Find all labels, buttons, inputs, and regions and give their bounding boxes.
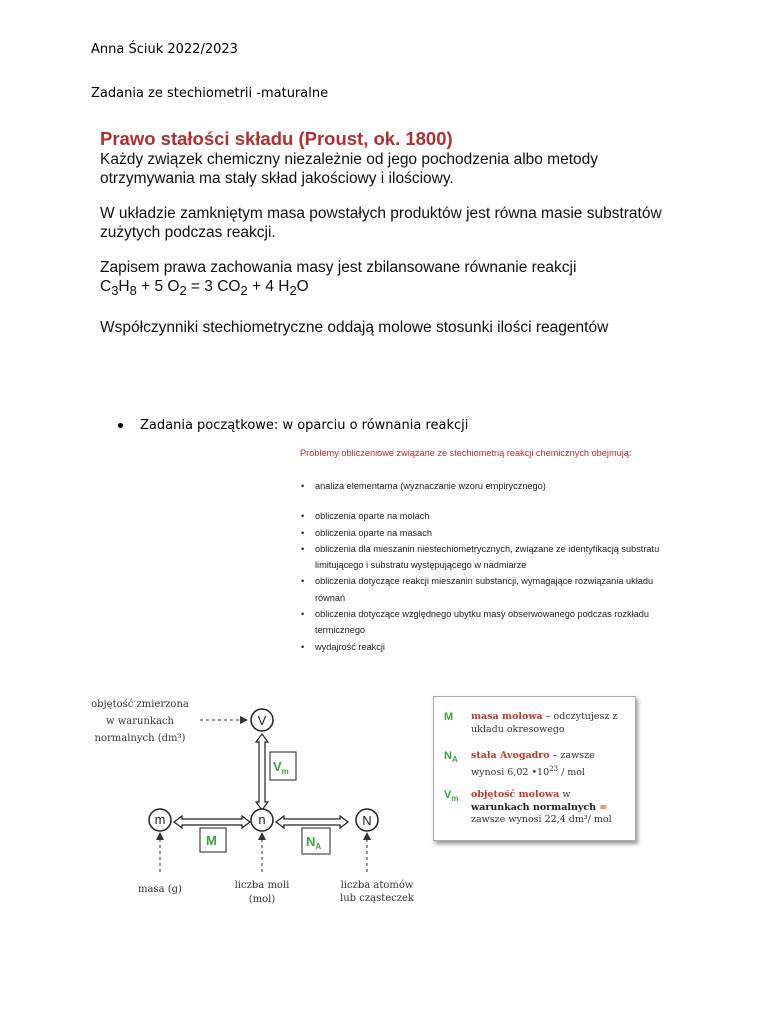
node-N-text: N <box>362 813 372 828</box>
list-item: • obliczenia oparte na molach <box>300 508 660 524</box>
node-m-text: m <box>154 812 166 827</box>
volume-label-3: normalnych (dm³) <box>94 733 186 744</box>
problems-list <box>300 448 660 655</box>
list-item: • wydajrość reakcji <box>300 639 660 655</box>
list-item: • obliczenia dla mieszanin niestechiometrycznych, związane ze identyfikacją substratu limitującego i substratu występującego w nadmiarze <box>300 541 660 574</box>
mass-label: masa (g) <box>138 884 182 895</box>
molar-volume-text: objętość molowa w warunkach normalnych = zawsze wynosi 22,4 dm³/ mol <box>471 789 612 825</box>
reaction-equation: $C_3H_8 + 5$ $O_2 = 3$ $CO_2 + 4$ $H_2O$ <box>100 278 309 299</box>
problems-title: Problemy obliczeniowe związane ze stechiometrią reakcji chemicznych obejmują: <box>300 448 632 458</box>
bullet-dot <box>118 423 123 428</box>
avogadro-symbol: $N_A$ <box>444 750 458 765</box>
particles-label-2: lub cząsteczek <box>340 893 414 904</box>
arrowhead <box>156 832 164 840</box>
list-item: • obliczenia dotyczące względnego ubytku masy obserwowanego podczas rozkładu termicznego <box>300 606 660 639</box>
list-item: • analiza elementarna (wyznaczanie wzoru empirycznego) <box>300 478 660 494</box>
coefficients-line: Współczynniki stechiometryczne oddają molowe stosunki ilości reagentów <box>100 319 609 337</box>
node-n-text: n <box>258 812 266 827</box>
law-line-1: Każdy związek chemiczny niezależnie od jego pochodzenia albo metody <box>100 151 599 168</box>
mole-conversion-diagram <box>90 690 430 920</box>
double-arrow-vertical <box>256 734 268 810</box>
moles-label-2: (mol) <box>248 894 276 905</box>
document-subtitle: Zadania ze stechiometrii -maturalne <box>91 86 329 101</box>
author-line: Anna Ściuk 2022/2023 <box>91 42 238 57</box>
mass-law-line-2: zużytych podczas reakcji. <box>100 224 276 241</box>
arrowhead <box>258 832 266 840</box>
molar-mass-text: masa molowa – odczytujesz z układu okresowego <box>471 711 618 735</box>
mass-law-line-1: W układzie zamkniętym masa powstałych produktów jest równa masie substratów <box>100 205 662 222</box>
volume-label-2: w warunkach <box>106 716 174 727</box>
moles-label-1: liczba moli <box>234 880 290 891</box>
molar-mass-box-text: M <box>206 833 217 848</box>
list-item: • obliczenia dotyczące reakcji mieszanin substancji, wymagające rozwiązania układu równań <box>300 573 660 606</box>
tasks-bullet-text: Zadania początkowe: w oparciu o równania reakcji <box>140 418 469 433</box>
equation-intro: Zapisem prawa zachowania masy jest zbilansowane równanie reakcji <box>100 259 577 276</box>
avogadro-text: stała Avogadro – zawsze wynosi 6,02 $•10^{23}$ / mol <box>471 750 595 778</box>
constants-infobox <box>433 696 636 841</box>
molar-volume-symbol: $V_m$ <box>444 789 459 804</box>
law-line-2: otrzymywania ma stały skład jakościowy i ilościowy. <box>100 170 454 187</box>
law-title: Prawo stałości składu (Proust, ok. 1800) <box>100 128 453 149</box>
node-v-text: V <box>257 713 267 728</box>
laws-image <box>100 128 700 337</box>
tasks-bullet <box>118 418 468 433</box>
arrowhead <box>363 832 371 840</box>
list-item: • obliczenia oparte na masach <box>300 525 660 541</box>
particles-label-1: liczba atomów <box>340 880 414 891</box>
avogadro-box-text: $N_A$ <box>306 834 322 851</box>
molar-mass-symbol: M <box>444 711 454 723</box>
double-arrow-left <box>174 816 250 828</box>
vm-box-text: $V_m$ <box>273 759 289 776</box>
arrowhead <box>240 716 248 724</box>
double-arrow-right <box>276 816 348 828</box>
volume-label-1: objętość zmierzona <box>91 699 189 710</box>
